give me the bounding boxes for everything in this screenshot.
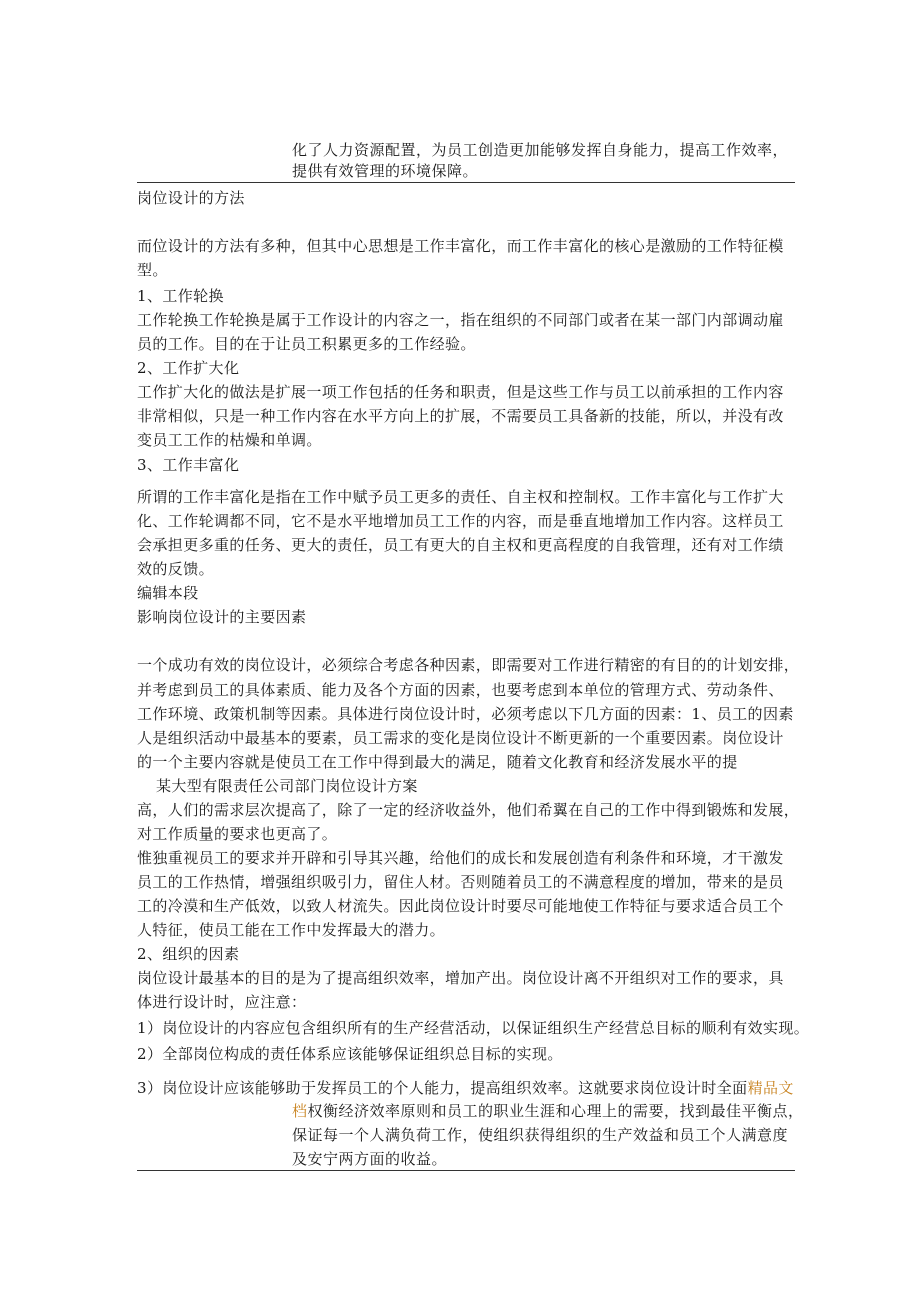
- job-enlargement-line-3: 变员工工作的枯燥和单调。: [137, 431, 322, 449]
- methods-intro-line-1: 而位设计的方法有多种，但其中心思想是工作丰富化，而工作丰富化的核心是激励的工作特征模: [137, 237, 784, 255]
- point-3-line-4: 及安宁两方面的收益。: [292, 1150, 448, 1168]
- factors-para2-line-2: 对工作质量的要求也更高了。: [137, 825, 338, 843]
- factors-para2-line-1: 高，人们的需求层次提高了，除了一定的经济收益外，他们希翼在自己的工作中得到锻炼和发展，: [137, 801, 800, 819]
- item-title-job-rotation: 1、工作轮换: [137, 287, 224, 305]
- job-enrichment-line-2: 化、工作轮调都不同，它不是水平地增加员工工作的内容，而是垂直地增加工作内容。这样员工: [137, 512, 784, 530]
- factors-para3-line-3: 工的冷漠和生产低效，以致人材流失。因此岗位设计时要尽可能地使工作特征与要求适合员工个: [137, 897, 784, 915]
- factors-para4-line-1: 岗位设计最基本的目的是为了提高组织效率，增加产出。岗位设计离不开组织对工作的要求，具: [137, 969, 784, 987]
- factors-para1-line-2: 并考虑到员工的具体素质、能力及各个方面的因素，也要考虑到本单位的管理方式、劳动条件、: [137, 681, 784, 699]
- header-rule: [137, 182, 795, 183]
- factors-para1-line-3: 工作环境、政策机制等因素。具体进行岗位设计时，必须考虑以下几方面的因素：1、员工的因素: [137, 705, 794, 723]
- job-enrichment-line-3: 会承担更多重的任务、更大的责任，员工有更大的自主权和更高程度的自我管理，还有对工作绩: [137, 536, 784, 554]
- factors-para1-line-1: 一个成功有效的岗位设计，必须综合考虑各种因素，即需要对工作进行精密的有目的的计划安排，: [137, 656, 800, 674]
- factors-para1-line-5: 的一个主要内容就是使员工在工作中得到最大的满足，随着文化教育和经济发展水平的提: [137, 753, 738, 771]
- section-heading-factors: 影响岗位设计的主要因素: [137, 608, 307, 626]
- item-title-organization-factors: 2、组织的因素: [137, 945, 240, 963]
- point-3-line-1: [137, 1078, 794, 1098]
- point-3-rest-1: 权衡经济效率原则和员工的职业生涯和心理上的需要，找到最佳平衡点，: [307, 1102, 804, 1120]
- job-enrichment-line-4: 效的反馈。: [137, 560, 215, 578]
- point-2: 2）全部岗位构成的责任体系应该能够保证组织总目标的实现。: [137, 1045, 563, 1063]
- job-rotation-line-2: 员的工作。目的在于让员工积累更多的工作经验。: [137, 335, 476, 353]
- factors-para3-line-4: 人特征，使员工能在工作中发挥最大的潜力。: [137, 921, 446, 939]
- methods-intro-line-2: 型。: [137, 261, 168, 279]
- point-3-start: 3）岗位设计应该能够助于发挥员工的个人能力，提高组织效率。这就要求岗位设计时全面: [137, 1079, 748, 1097]
- job-enrichment-line-1: 所谓的工作丰富化是指在工作中赋予员工更多的责任、自主权和控制权。工作丰富化与工作扩大: [137, 488, 784, 506]
- section-heading-methods: 岗位设计的方法: [137, 189, 245, 207]
- watermark-text-a: 精品文: [747, 1079, 794, 1097]
- top-text-line-1: 化了人力资源配置，为员工创造更加能够发挥自身能力，提高工作效率，: [292, 141, 789, 159]
- factors-para4-line-2: 体进行设计时，应注意：: [137, 993, 307, 1011]
- factors-para3-line-2: 员工的工作热情，增强组织吸引力，留住人材。否则随着员工的不满意程度的增加，带来的是员: [137, 873, 784, 891]
- job-enlargement-line-2: 非常相似，只是一种工作内容在水平方向上的扩展，不需要员工具备新的技能，所以，并没有改: [137, 407, 784, 425]
- factors-para3-line-1: 惟独重视员工的要求并开辟和引导其兴趣，给他们的成长和发展创造有利条件和环境，才干激发: [137, 849, 784, 867]
- point-3-line-3: 保证每一个人满负荷工作，使组织获得组织的生产效益和员工个人满意度: [292, 1126, 789, 1144]
- footer-rule: [137, 1170, 795, 1171]
- item-title-job-enlargement: 2、工作扩大化: [137, 359, 240, 377]
- point-1: 1）岗位设计的内容应包含组织所有的生产经营活动，以保证组织生产经营总目标的顺利有效实现。: [137, 1019, 810, 1037]
- job-rotation-line-1: 工作轮换工作轮换是属于工作设计的内容之一，指在组织的不同部门或者在某一部门内部调动雇: [137, 311, 784, 329]
- factors-para1-line-4: 人是组织活动中最基本的要素，员工需求的变化是岗位设计不断更新的一个重要因素。岗位设计: [137, 729, 784, 747]
- running-document-title: 某大型有限责任公司部门岗位设计方案: [156, 777, 418, 795]
- watermark-text-b: 档: [292, 1102, 308, 1120]
- top-text-line-2: 提供有效管理的环境保障。: [292, 162, 479, 180]
- item-title-job-enrichment: 3、工作丰富化: [137, 456, 240, 474]
- job-enlargement-line-1: 工作扩大化的做法是扩展一项工作包括的任务和职责，但是这些工作与员工以前承担的工作内容: [137, 383, 784, 401]
- point-3-line-2: [292, 1100, 804, 1122]
- edit-section-label: 编辑本段: [137, 584, 199, 602]
